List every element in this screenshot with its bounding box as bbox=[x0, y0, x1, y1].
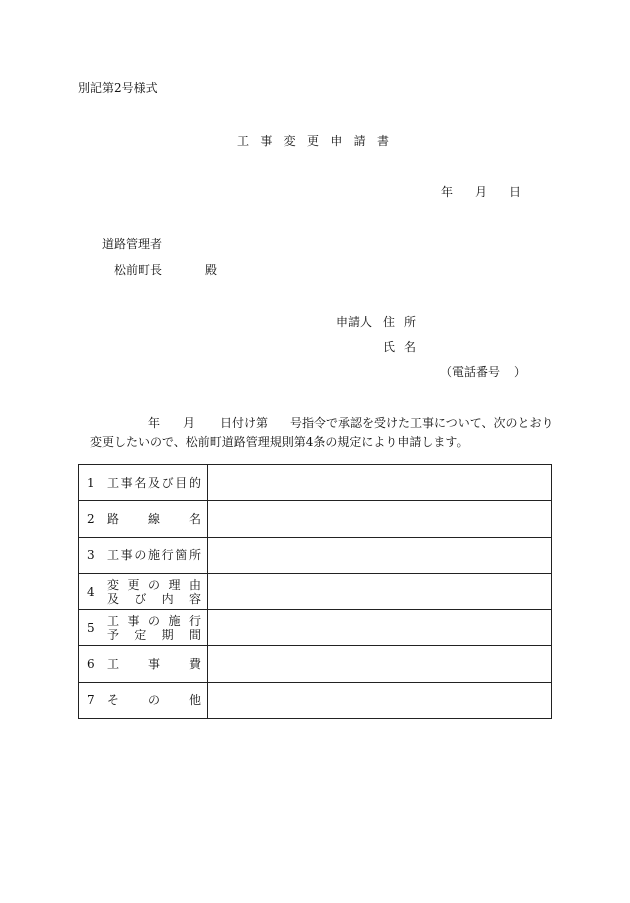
row-number: 4 bbox=[87, 584, 95, 599]
address-label-char: 住 bbox=[383, 315, 396, 329]
row-label-line bbox=[107, 476, 201, 490]
title-char: 工 bbox=[237, 134, 250, 148]
row-label-line bbox=[107, 628, 201, 642]
address-label-char: 所 bbox=[403, 315, 416, 329]
row-label-line bbox=[107, 614, 201, 628]
row-label-char: 行 bbox=[188, 613, 201, 628]
row-value-field[interactable] bbox=[208, 646, 552, 682]
row-label-char: 工 bbox=[107, 613, 120, 628]
date-line bbox=[441, 185, 521, 199]
form-reference: 別記第2号様式 bbox=[78, 81, 158, 95]
row-label-char: 名 bbox=[134, 475, 147, 490]
row-label-char: 線 bbox=[147, 511, 160, 526]
phone-close: ） bbox=[514, 365, 527, 379]
application-table bbox=[78, 464, 552, 719]
row-label-cell bbox=[79, 682, 208, 718]
document-title bbox=[237, 134, 389, 148]
row-label-char: の bbox=[147, 613, 160, 628]
row-label-char: 的 bbox=[188, 475, 201, 490]
addressee-title: 道路管理者 bbox=[102, 237, 163, 251]
row-number: 7 bbox=[87, 693, 95, 708]
address-label bbox=[383, 315, 416, 329]
row-label-char: 費 bbox=[188, 657, 201, 672]
table-row bbox=[79, 646, 552, 682]
row-label-cell bbox=[79, 610, 208, 646]
row-label-cell bbox=[79, 573, 208, 609]
row-label-char: 事 bbox=[120, 548, 133, 563]
phone-label: （電話番号 bbox=[440, 365, 501, 379]
row-label-cell bbox=[79, 537, 208, 573]
row-label-char: 路 bbox=[107, 511, 120, 526]
table-row bbox=[79, 573, 552, 609]
name-label bbox=[383, 340, 416, 354]
row-label-line bbox=[107, 548, 201, 562]
row-label-char: 名 bbox=[188, 511, 201, 526]
row-label-char: 他 bbox=[188, 693, 201, 708]
date-part: 月 bbox=[474, 185, 487, 199]
row-label-char: 由 bbox=[188, 577, 201, 592]
row-label-char: 間 bbox=[188, 627, 201, 642]
row-value-field[interactable] bbox=[208, 610, 552, 646]
table-row bbox=[79, 537, 552, 573]
table-row bbox=[79, 465, 552, 501]
date-part: 年 bbox=[441, 185, 454, 199]
body-text-line1: 号指令で承認を受けた工事について、次のとおり bbox=[290, 416, 554, 430]
row-value-field[interactable] bbox=[208, 465, 552, 501]
row-label-char: 内 bbox=[161, 591, 174, 606]
title-char: 請 bbox=[353, 134, 366, 148]
row-label-char: の bbox=[134, 548, 147, 563]
row-label-char: 工 bbox=[107, 475, 120, 490]
row-label-char: 更 bbox=[127, 577, 140, 592]
row-label-char: 施 bbox=[168, 613, 181, 628]
row-label-char: 工 bbox=[107, 548, 120, 563]
row-label-char: の bbox=[147, 577, 160, 592]
row-value-field[interactable] bbox=[208, 537, 552, 573]
row-label-char: 及 bbox=[147, 475, 160, 490]
row-label-cell bbox=[79, 501, 208, 537]
row-label-char: び bbox=[161, 475, 174, 490]
name-label-char: 氏 bbox=[383, 340, 396, 354]
row-number: 1 bbox=[87, 475, 95, 490]
row-label-char: 変 bbox=[107, 577, 120, 592]
row-label-line bbox=[107, 693, 201, 707]
addressee-name: 松前町長 bbox=[114, 263, 163, 277]
date-part: 日 bbox=[508, 185, 521, 199]
row-label-char: 理 bbox=[168, 577, 181, 592]
row-label-char: 及 bbox=[107, 591, 120, 606]
body-year: 年 bbox=[148, 416, 161, 430]
title-char: 事 bbox=[260, 134, 273, 148]
applicant-label: 申請人 bbox=[336, 315, 373, 329]
row-label-char: 工 bbox=[107, 657, 120, 672]
title-char: 書 bbox=[376, 134, 389, 148]
title-char: 更 bbox=[306, 134, 319, 148]
row-label-cell bbox=[79, 646, 208, 682]
row-label-char: の bbox=[147, 693, 160, 708]
row-value-field[interactable] bbox=[208, 573, 552, 609]
row-number: 3 bbox=[87, 548, 95, 563]
row-label-line bbox=[107, 512, 201, 526]
row-value-field[interactable] bbox=[208, 682, 552, 718]
row-label-line bbox=[107, 578, 201, 592]
row-label-char: 行 bbox=[161, 548, 174, 563]
row-label-char: び bbox=[134, 591, 147, 606]
row-value-field[interactable] bbox=[208, 501, 552, 537]
title-char: 申 bbox=[330, 134, 343, 148]
row-label-char: 所 bbox=[188, 548, 201, 563]
row-label-cell bbox=[79, 465, 208, 501]
row-label-char: 箇 bbox=[175, 548, 188, 563]
row-label-char: 容 bbox=[188, 591, 201, 606]
row-label-line bbox=[107, 657, 201, 671]
row-label-line bbox=[107, 592, 201, 606]
row-number: 5 bbox=[87, 620, 95, 635]
row-label-char: 事 bbox=[147, 657, 160, 672]
row-label-char: 事 bbox=[127, 613, 140, 628]
title-char: 変 bbox=[283, 134, 296, 148]
row-label-char: 事 bbox=[120, 475, 133, 490]
row-label-char: 定 bbox=[134, 627, 147, 642]
name-label-char: 名 bbox=[403, 340, 416, 354]
row-label-char: 目 bbox=[175, 475, 188, 490]
honorific: 殿 bbox=[205, 263, 218, 277]
table-row bbox=[79, 610, 552, 646]
table-row bbox=[79, 501, 552, 537]
body-day-ref: 日付け第 bbox=[220, 416, 269, 430]
row-number: 6 bbox=[87, 657, 95, 672]
row-label-char: そ bbox=[107, 693, 120, 708]
body-text-line2: 変更したいので、松前町道路管理規則第4条の規定により申請します。 bbox=[90, 435, 469, 449]
row-label-char: 予 bbox=[107, 627, 120, 642]
body-month: 月 bbox=[183, 416, 196, 430]
row-number: 2 bbox=[87, 511, 95, 526]
row-label-char: 期 bbox=[161, 627, 174, 642]
table-row bbox=[79, 682, 552, 718]
row-label-char: 施 bbox=[147, 548, 160, 563]
